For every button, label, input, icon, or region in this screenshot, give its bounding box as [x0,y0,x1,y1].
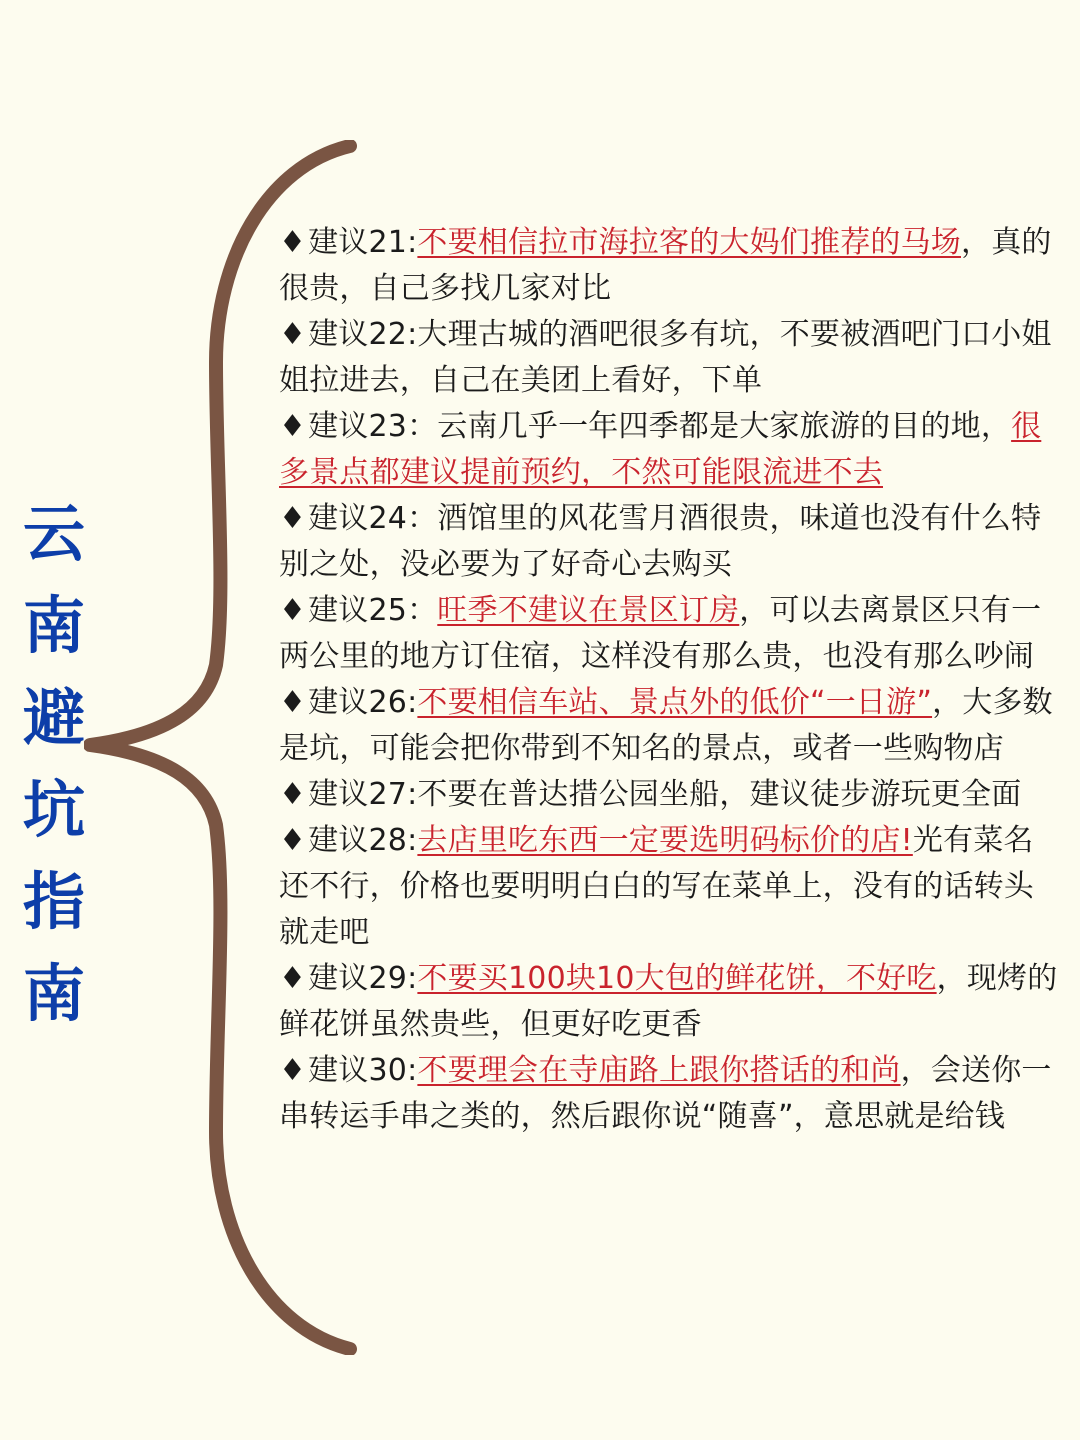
tip-25-highlight: 旺季不建议在景区订房 [437,593,740,628]
tip-29 [279,956,1059,1048]
tip-26-prefix: 建议26: [308,685,418,720]
diamond-bullet-icon: ♦ [279,593,307,628]
tip-28-highlight: 去店里吃东西一定要选明码标价的店! [417,823,913,858]
title-char-5: 指 [22,865,85,938]
diamond-bullet-icon: ♦ [279,685,307,720]
tip-28-prefix: 建议28: [308,823,418,858]
tip-25-prefix: 建议25： [308,593,438,628]
diamond-bullet-icon: ♦ [279,225,307,260]
tip-22-text: 建议22:大理古城的酒吧很多有坑，不要被酒吧门口小姐姐拉进去，自己在美团上看好，下单 [279,317,1052,398]
title-char-4: 坑 [22,773,85,846]
tip-27 [279,772,1059,818]
tip-28 [279,818,1059,956]
tip-24 [279,496,1059,588]
tip-30-highlight: 不要理会在寺庙路上跟你搭话的和尚 [417,1053,901,1088]
tip-30-suffix: ，会送你一串转运手串之类的，然后跟你说“随喜”，意思就是给钱 [279,1053,1052,1134]
tip-28-suffix: 光有菜名还不行，价格也要明明白白的写在菜单上，没有的话转头就走吧 [279,823,1034,950]
tip-29-prefix: 建议29: [308,961,418,996]
tip-27-text: 建议27:不要在普达措公园坐船，建议徒步游玩更全面 [308,777,1022,812]
title-char-6: 南 [22,957,85,1030]
tip-30 [279,1048,1059,1140]
tip-25-suffix: ，可以去离景区只有一两公里的地方订住宿，这样没有那么贵，也没有那么吵闹 [279,593,1042,674]
diamond-bullet-icon: ♦ [279,961,307,996]
tip-26 [279,680,1059,772]
tip-21-prefix: 建议21: [308,225,418,260]
title-char-2: 南 [22,589,85,662]
diamond-bullet-icon: ♦ [279,317,307,352]
tip-26-highlight: 不要相信车站、景点外的低价“一日游” [417,685,933,720]
tip-23 [279,404,1059,496]
diamond-bullet-icon: ♦ [279,777,307,812]
tip-21-highlight: 不要相信拉市海拉客的大妈们推荐的马场 [417,225,961,260]
vertical-title [18,488,90,1040]
tip-25 [279,588,1059,680]
tip-24-text: 建议24：酒馆里的风花雪月酒很贵，味道也没有什么特别之处，没必要为了好奇心去购买 [279,501,1042,582]
tip-23-highlight: 很多景点都建议提前预约，不然可能限流进不去 [279,409,1042,490]
tip-22 [279,312,1059,404]
title-char-1: 云 [22,497,85,570]
title-char-3: 避 [22,681,85,754]
tip-21 [279,220,1059,312]
tips-list [279,220,1059,1140]
tip-29-suffix: ，现烤的鲜花饼虽然贵些，但更好吃更香 [279,961,1058,1042]
tip-26-suffix: ，大多数是坑，可能会把你带到不知名的景点，或者一些购物店 [279,685,1053,766]
tip-21-suffix: ，真的很贵，自己多找几家对比 [279,225,1052,306]
tip-23-prefix: 建议23：云南几乎一年四季都是大家旅游的目的地， [308,409,1012,444]
diamond-bullet-icon: ♦ [279,823,307,858]
diamond-bullet-icon: ♦ [279,1053,307,1088]
diamond-bullet-icon: ♦ [279,501,307,536]
tip-29-highlight: 不要买100块10大包的鲜花饼，不好吃 [417,961,937,996]
tip-30-prefix: 建议30: [308,1053,418,1088]
diamond-bullet-icon: ♦ [279,409,307,444]
